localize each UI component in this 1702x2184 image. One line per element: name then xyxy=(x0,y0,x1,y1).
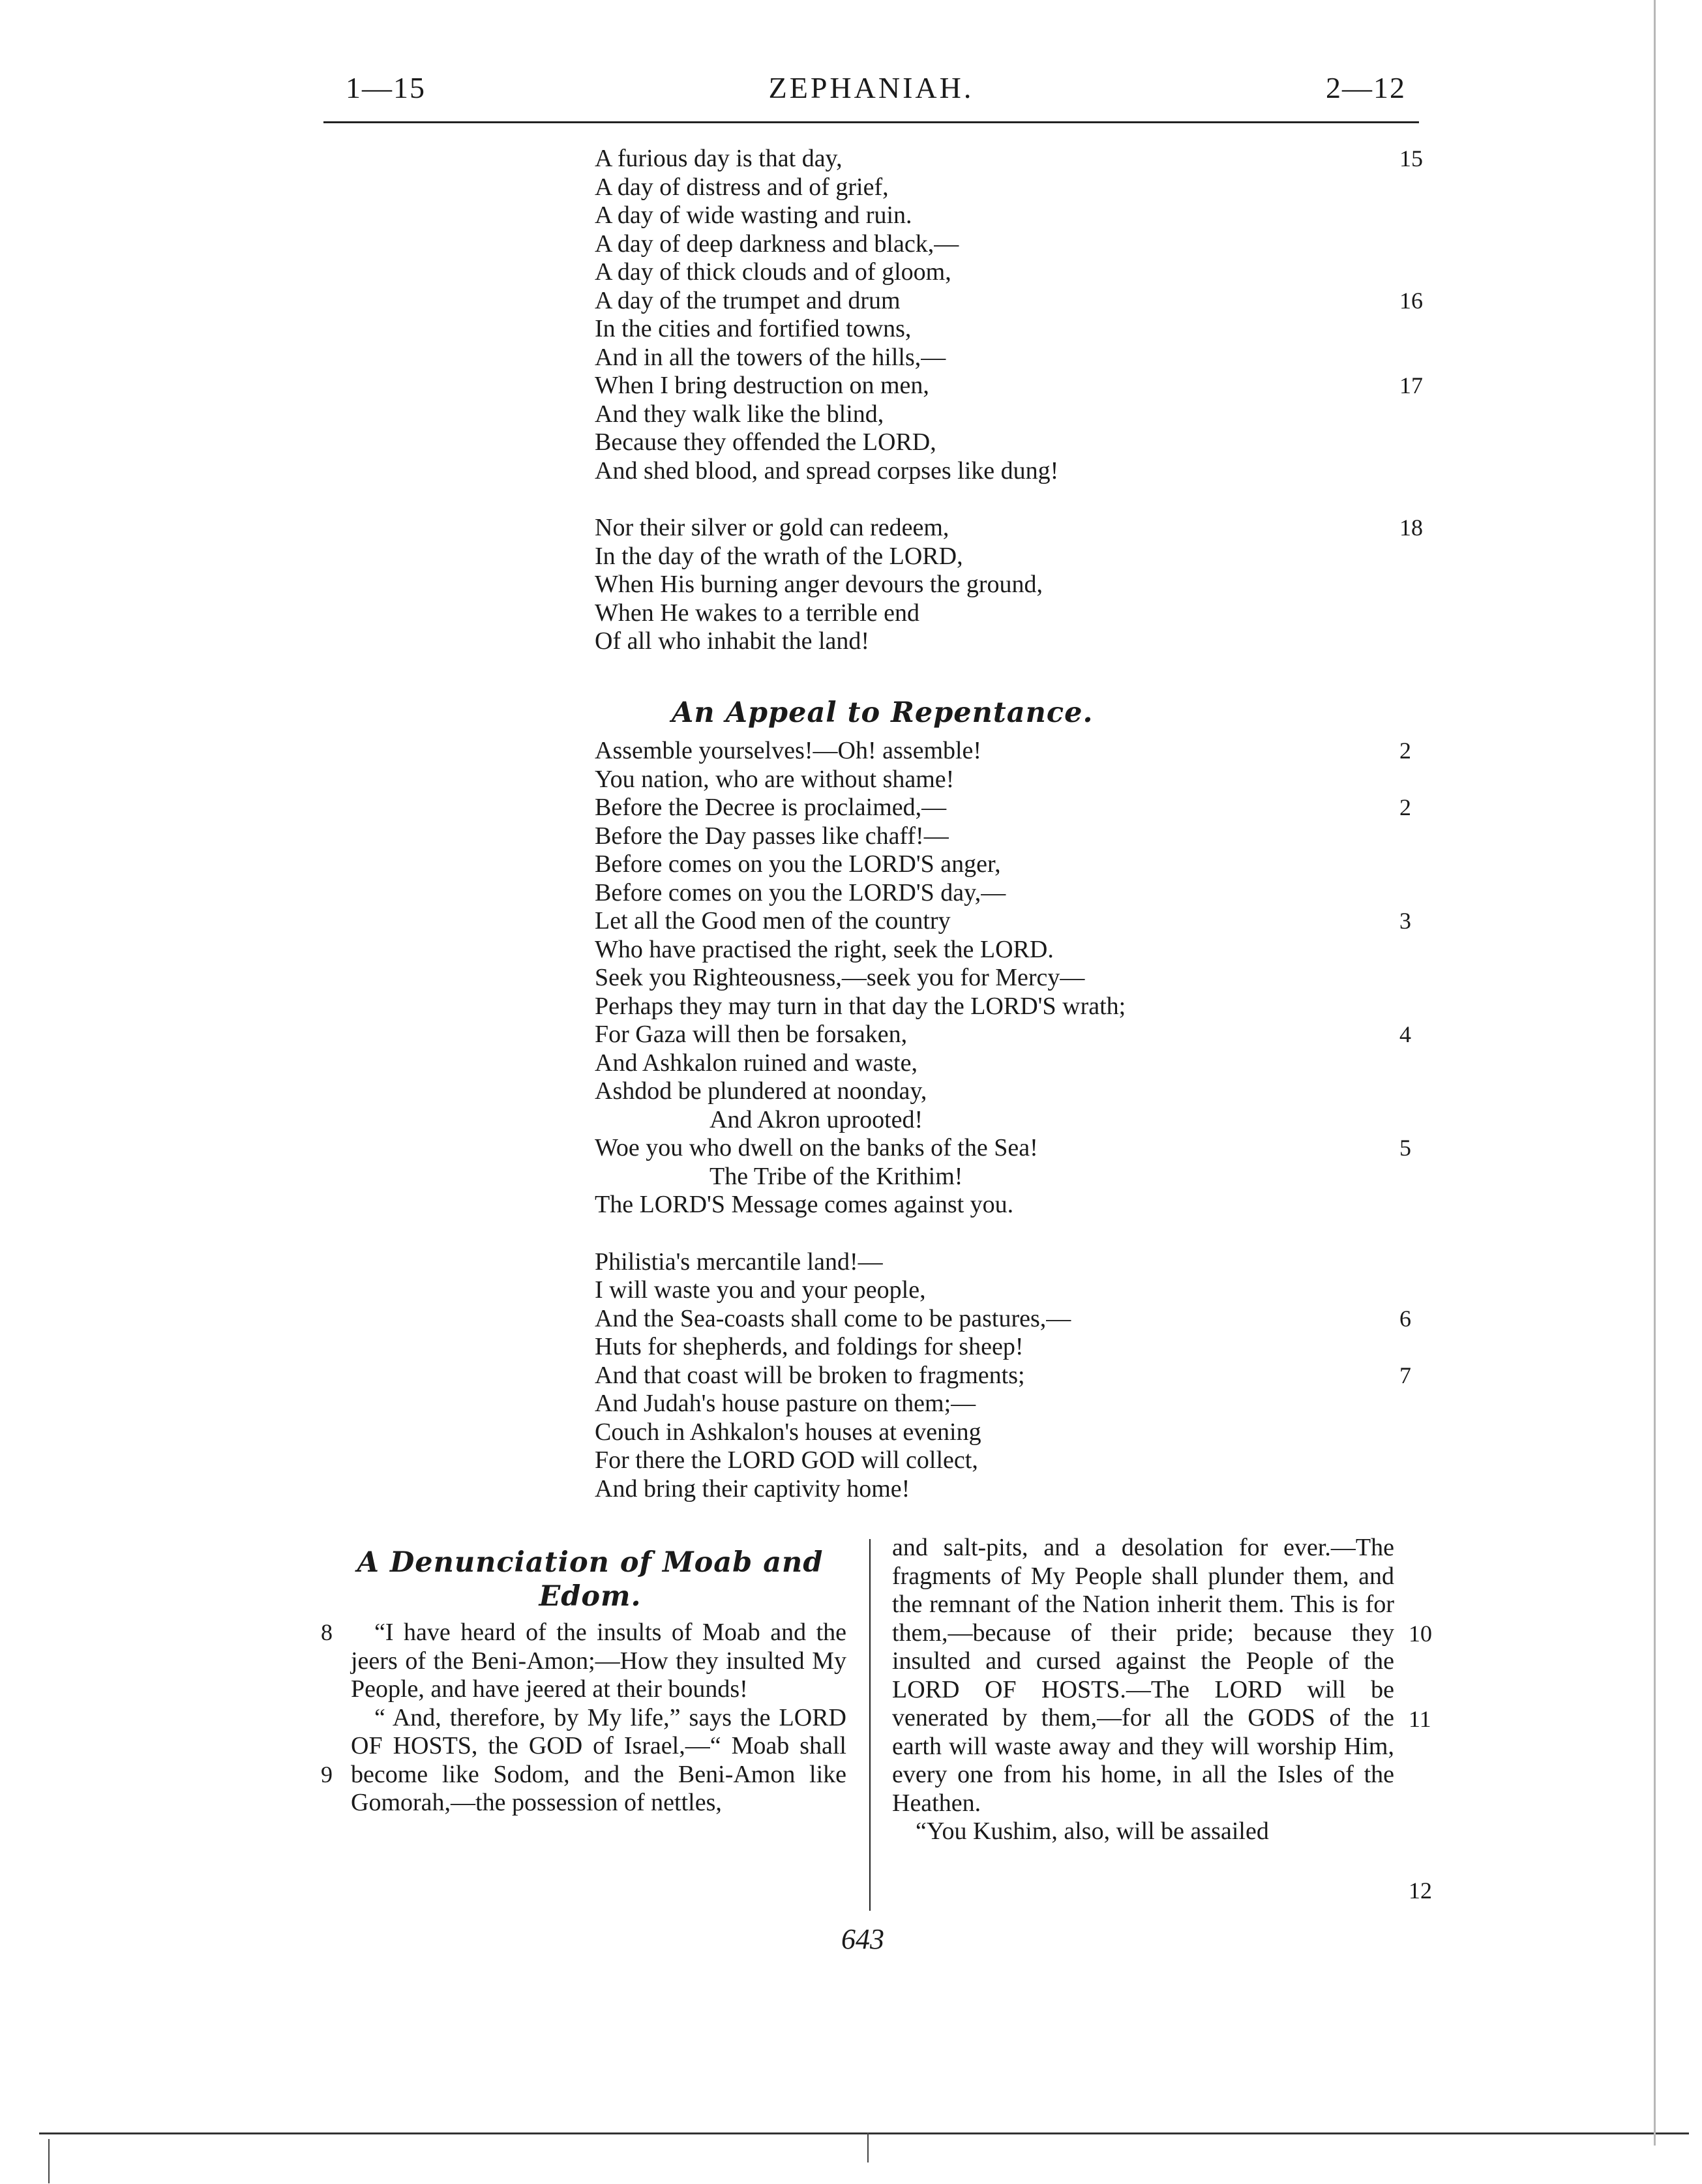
verse-number: 5 xyxy=(1399,1135,1411,1161)
poem-line-text: When He wakes to a terrible end xyxy=(595,599,920,627)
poem-line-text: Before the Day passes like chaff!— xyxy=(595,822,949,850)
poem-line-text: A day of distress and of grief, xyxy=(595,173,889,201)
poem-line xyxy=(595,599,1469,628)
poem-line-text: The LORD'S Message comes against you. xyxy=(595,1191,1014,1218)
poem-line xyxy=(595,964,1469,993)
verse-number: 17 xyxy=(1399,372,1423,398)
poem-line xyxy=(595,879,1469,908)
verse-number: 2 xyxy=(1399,738,1411,764)
poem-line-text: Because they offended the LORD, xyxy=(595,428,936,456)
poem-line xyxy=(595,230,1469,259)
running-header xyxy=(323,70,1419,123)
poem-line-text: A day of the trumpet and drum xyxy=(595,286,901,314)
page-number: 643 xyxy=(841,1923,884,1955)
poem-line xyxy=(595,1077,1469,1106)
poem-line xyxy=(595,400,1469,429)
poem-line xyxy=(595,258,1469,287)
poem-line-text: And in all the towers of the hills,— xyxy=(595,343,946,371)
poem-line-text: And that coast will be broken to fragments; xyxy=(595,1361,1025,1389)
poem-line xyxy=(595,1333,1469,1362)
prose-right-column xyxy=(892,1534,1394,1846)
header-chapter-start: 1—15 xyxy=(346,71,426,104)
poem-line-text: You nation, who are without shame! xyxy=(595,765,955,793)
poem-line-text: Assemble yourselves!—Oh! assemble! xyxy=(595,737,982,764)
poem-line-text: Perhaps they may turn in that day the LORD'S wrath; xyxy=(595,992,1126,1020)
verse-8-text: “I have heard of the insults of Moab and the jeers of the Beni-Amon;—How they insulted My People, and have jeered at their bounds! xyxy=(351,1619,846,1703)
verse-number-8: 8 xyxy=(321,1619,333,1645)
poem-line xyxy=(595,737,1469,766)
poem-line xyxy=(595,1248,1469,1277)
verses-10-11-text: and salt-pits, and a desolation for ever.—The fragments of My People shall plunder them, and the remnant of the Nation inherit them. This is for them,—because of their pride; because they insulted and cursed against the People of the LORD OF HOSTS.—The LORD will be venerated by them,—for all the GODS of the earth will waste away and they will worship Him, every one from his home, in all the Isles of the Heathen. xyxy=(892,1534,1394,1817)
poem-line xyxy=(595,766,1469,794)
poem-line-text: And Akron uprooted! xyxy=(709,1105,923,1133)
poem-line-text: Huts for shepherds, and foldings for sheep! xyxy=(595,1333,1024,1360)
poem-line-text: And shed blood, and spread corpses like dung! xyxy=(595,456,1059,485)
verse-9-text: “ And, therefore, by My life,” says the LORD OF HOSTS, the GOD of Israel,—“ Moab shall become like Sodom, and the Beni-Amon like Gomorah,—the possession of nettles, xyxy=(351,1703,846,1816)
poem-line-text: A furious day is that day, xyxy=(595,145,843,172)
poem-line xyxy=(595,822,1469,851)
poem-line xyxy=(595,907,1469,936)
poem-line-text: Couch in Ashkalon's houses at evening xyxy=(595,1418,981,1446)
poem-line-text: A day of wide wasting and ruin. xyxy=(595,202,912,229)
poem-line xyxy=(595,173,1469,202)
verse-12-text: “You Kushim, also, will be assailed xyxy=(916,1818,1269,1845)
poem-line-text: For there the LORD GOD will collect, xyxy=(595,1446,978,1474)
verse-number: 2 xyxy=(1399,794,1411,820)
header-chapter-end: 2—12 xyxy=(1326,71,1406,104)
edge-tick xyxy=(48,2139,50,2183)
poem-line xyxy=(595,428,1469,457)
poem-line-text: The Tribe of the Krithim! xyxy=(709,1162,963,1190)
poem-line-text: A day of deep darkness and black,— xyxy=(595,230,959,258)
poem-line xyxy=(595,1134,1469,1163)
poem-line xyxy=(595,514,1469,543)
verse-number: 16 xyxy=(1399,287,1423,314)
poem-line xyxy=(595,543,1469,571)
poem-line-text: When His burning anger devours the ground, xyxy=(595,571,1043,598)
poem-line-text: Before comes on you the LORD'S anger, xyxy=(595,850,1001,878)
poem-line-text: Woe you who dwell on the banks of the Sea! xyxy=(595,1134,1038,1161)
poem-line xyxy=(595,850,1469,879)
book-title: ZEPHANIAH. xyxy=(768,71,974,104)
poem-line-text: And Judah's house pasture on them;— xyxy=(595,1390,976,1417)
poem-line-text: And they walk like the blind, xyxy=(595,400,884,428)
poem-line-text: Of all who inhabit the land! xyxy=(595,627,870,655)
poem-line xyxy=(595,457,1469,486)
verse-number: 3 xyxy=(1399,908,1411,934)
section-heading-appeal: An Appeal to Repentance. xyxy=(672,696,1094,729)
verse-number: 18 xyxy=(1399,515,1423,541)
verse-number: 4 xyxy=(1399,1021,1411,1047)
poem-line-text: Philistia's mercantile land!— xyxy=(595,1248,883,1276)
poem-line-text: When I bring destruction on men, xyxy=(595,372,929,399)
verse-number-10: 10 xyxy=(1409,1621,1432,1647)
column-divider xyxy=(869,1539,871,1911)
poem-block-2 xyxy=(595,737,1469,1503)
poem-line-text: Who have practised the right, seek the LORD. xyxy=(595,935,1054,963)
poem-line xyxy=(595,1049,1469,1078)
poem-line-text: Before the Decree is proclaimed,— xyxy=(595,794,947,821)
poem-line-text: And bring their captivity home! xyxy=(595,1474,910,1503)
poem-line-text: Before comes on you the LORD'S day,— xyxy=(595,878,1006,906)
poem-line xyxy=(595,1305,1469,1334)
poem-line xyxy=(595,993,1469,1021)
poem-line xyxy=(595,372,1469,400)
section-heading-denunciation: A Denunciation of Moab and Edom. xyxy=(357,1546,824,1613)
poem-line xyxy=(595,1418,1469,1447)
poem-block-1 xyxy=(595,145,1469,656)
poem-line xyxy=(595,202,1469,230)
page-bottom-line xyxy=(39,2132,1689,2134)
poem-line xyxy=(595,344,1469,372)
poem-line xyxy=(595,145,1469,173)
poem-line xyxy=(595,571,1469,599)
poem-line xyxy=(595,315,1469,344)
stanza-gap xyxy=(595,485,1469,514)
poem-line xyxy=(595,1163,1469,1191)
poem-line-text: Nor their silver or gold can redeem, xyxy=(595,514,949,541)
poem-line-text: Ashdod be plundered at noonday, xyxy=(595,1077,927,1105)
poem-line xyxy=(595,1276,1469,1305)
poem-line-text: Let all the Good men of the country xyxy=(595,907,951,935)
verse-number-9: 9 xyxy=(321,1761,333,1788)
poem-line-text: Seek you Righteousness,—seek you for Mercy— xyxy=(595,964,1085,991)
poem-line xyxy=(595,936,1469,965)
poem-line-text: For Gaza will then be forsaken, xyxy=(595,1021,908,1048)
poem-line xyxy=(595,1475,1469,1504)
poem-line xyxy=(595,1446,1469,1475)
page-edge-line xyxy=(1654,0,1656,2146)
verse-number: 15 xyxy=(1399,145,1423,172)
verse-number: 6 xyxy=(1399,1305,1411,1332)
poem-line-text: I will waste you and your people, xyxy=(595,1276,926,1304)
stanza-gap xyxy=(595,1219,1469,1248)
poem-line xyxy=(595,794,1469,822)
verse-number: 7 xyxy=(1399,1362,1411,1388)
verse-number-11: 11 xyxy=(1409,1706,1431,1732)
poem-line xyxy=(595,1191,1469,1219)
poem-line xyxy=(595,1021,1469,1049)
poem-line xyxy=(595,287,1469,316)
poem-line xyxy=(595,1106,1469,1135)
poem-line-text: A day of thick clouds and of gloom, xyxy=(595,258,951,286)
poem-line-text: In the day of the wrath of the LORD, xyxy=(595,542,963,570)
prose-left-column xyxy=(321,1619,846,1818)
poem-line xyxy=(595,1362,1469,1390)
poem-line-text: In the cities and fortified towns, xyxy=(595,315,912,342)
poem-line xyxy=(595,1390,1469,1418)
header-rule xyxy=(323,121,1419,123)
edge-tick xyxy=(867,2132,869,2162)
verse-number-12: 12 xyxy=(1409,1877,1432,1904)
poem-line-text: And the Sea-coasts shall come to be pastures,— xyxy=(595,1304,1071,1332)
poem-line xyxy=(595,627,1469,656)
poem-line-text: And Ashkalon ruined and waste, xyxy=(595,1049,918,1077)
